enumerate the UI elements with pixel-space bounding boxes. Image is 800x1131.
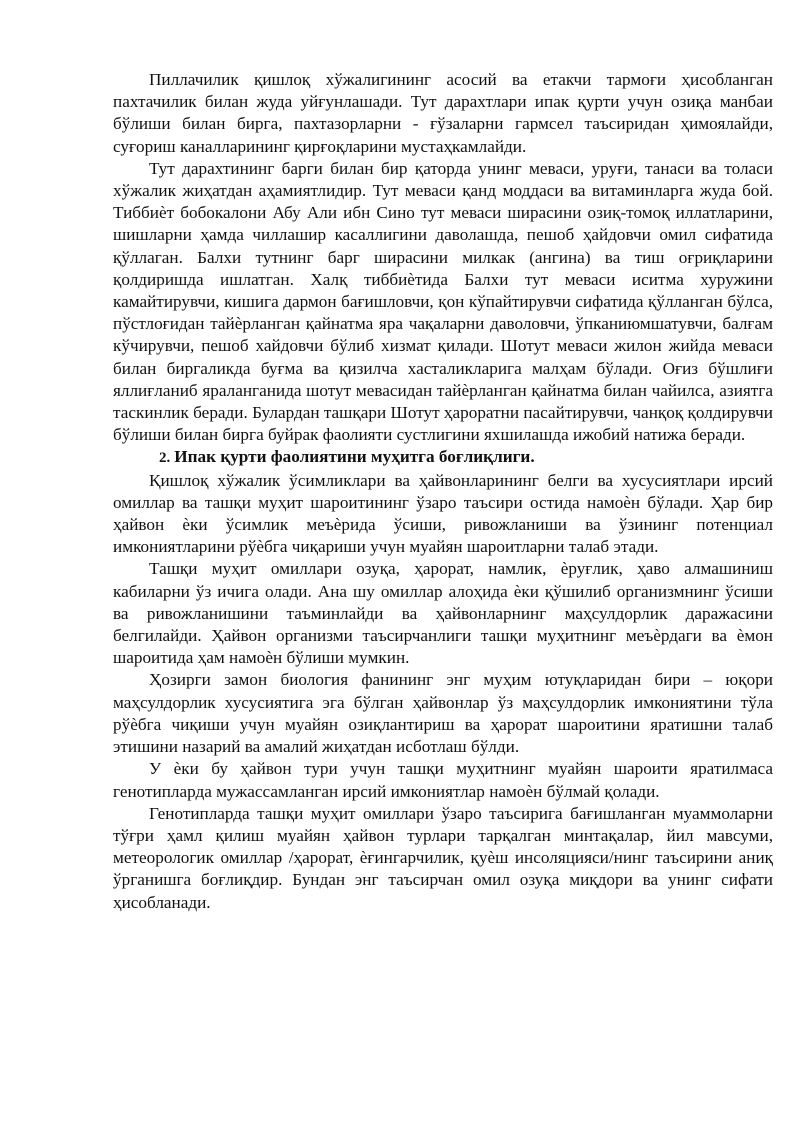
section-title: Ипак қурти фаолиятини муҳитга боғлиқлиги.	[174, 447, 535, 467]
paragraph-heredity-environment: Қишлоқ хўжалик ўсимликлари ва ҳайвонларининг белги ва хусусиятлари ирсий омиллар ва ташқи муҳит шароитининг ўзаро таъсири остида намоѐн бўлади. Ҳар бир ҳайвон ѐки ўсимлик меъѐрида ўсиши, ривожланиши ва ўзининг потенциал имкониятларини рўѐбга чиқариши учун муайян шароитларни талаб этади.	[113, 470, 773, 557]
paragraph-genotypes: Генотипларда ташқи муҳит омиллари ўзаро таъсирига бағишланган муаммоларни тўғри ҳамл қилиш муайян ҳайвон турлари тарқалган минтақалар, йил мавсуми, метеорологик омиллар /ҳарорат, ѐғингарчилик, қуѐш инсоляцияси/нинг таъсирини аниқ ўрганишга боғлиқдир. Бундан энг таъсирчан омил озуқа миқдори ва унинг сифати ҳисобланади.	[113, 803, 773, 912]
section-heading	[113, 446, 773, 469]
paragraph-modern-biology: Ҳозирги замон биология фанининг энг муҳим ютуқларидан бири – юқори маҳсулдорлик хусусиятига эга бўлган ҳайвонлар ўз маҳсулдорлик имкониятини тўла рўѐбга чиқиши учун муайян озиқлантириш ва ҳарорат шароитини яратишни талаб этишини назарий ва амалий жиҳатдан исботлаш бўлди.	[113, 670, 773, 757]
paragraph-mulberry-medicinal: Тут дарахтининг барги билан бир қаторда унинг меваси, уруғи, танаси ва толаси хўжалик жиҳатдан аҳамиятлидир. Тут меваси қанд моддаси ва витаминларга жуда бой. Тиббиѐт бобокалони Абу Али ибн Сино тут меваси ширасини озиқ-томоқ иллатларини, шишларни ҳамда чиллашир касаллигини даволашда, пешоб ҳайдовчи омил сифатида қўллаган. Балхи тутнинг барг ширасини милкак (ангина) ва тиш оғриқларини қолдиришда ишлатган. Халқ тиббиѐтида Балхи тут меваси иситма хуружини камайтирувчи, кишига дармон бағишловчи, қон кўпайтирувчи сифатида қўлланган бўлса, пўстлоғидан тайѐрланган қайнатма яра чақаларни даволовчи, ўпканиюмшатувчи, балғам кўчирувчи, пешоб хайдовчи бўлиб хизмат қилади. Шотут меваси жилон жийда меваси билан биргаликда буғма ва қизилча хасталикларига малҳам бўлади. Оғиз бўшлиғи яллиғланиб яраланганида шотут мевасидан тайѐрланган қайнатма билан чайилса, азиятга таскинлик беради. Булардан ташқари Шотут ҳароратни пасайтирувчи, чанқоқ қолдирувчи бўлиши билан бирга буйрак фаолияти сустлигини яхшилашда ижобий натижа беради.	[113, 158, 773, 445]
document-page	[113, 69, 773, 914]
paragraph-external-factors: Ташқи муҳит омиллари озуқа, ҳарорат, намлик, ѐруғлик, ҳаво алмашиниш кабиларни ўз ичига олади. Ана шу омиллар алоҳида ѐки қўшилиб организмнинг ўсиши ва ривожланишини таъминлайди ва ҳайвонларнинг маҳсулдорлик даражасини белгилайди. Ҳайвон организми таъсирчанлиги ташқи муҳитнинг меъѐрдаги ва ѐмон шароитида ҳам намоѐн бўлиши мумкин.	[113, 559, 773, 668]
section-number: 2.	[159, 450, 171, 467]
paragraph-conditions: У ѐки бу ҳайвон тури учун ташқи муҳитнинг муайян шароити яратилмаса генотипларда мужассамланган ирсий имкониятлар намоѐн бўлмай қолади.	[113, 759, 773, 801]
paragraph-sericulture-cotton: Пиллачилик қишлоқ хўжалигининг асосий ва етакчи тармоғи ҳисобланган пахтачилик билан жуда уйғунлашади. Тут дарахтлари ипак қурти учун озиқа манбаи бўлиши билан бирга, пахтазорларни - ғўзаларни гармсел таъсиридан ҳимоялайди, суғориш каналларининг қирғоқларини мустаҳкамлайди.	[113, 70, 773, 156]
